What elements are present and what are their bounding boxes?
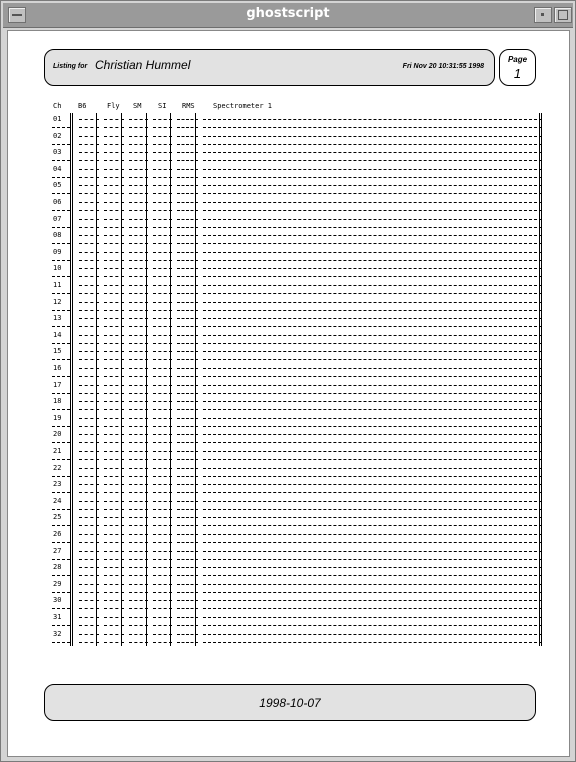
cell-rule [203,276,542,277]
cell-rule [52,476,70,477]
table-row [52,345,547,362]
document-page [7,30,570,757]
cell-rule [203,185,542,186]
channel-number: 04 [53,164,62,173]
cell-rule [52,127,70,128]
table-row [52,179,547,196]
cell-rule [52,193,70,194]
cell-rule [203,492,542,493]
channel-number: 18 [53,397,62,406]
cell-rule [203,293,542,294]
minimize-button[interactable] [534,7,552,23]
channel-number: 08 [53,231,62,240]
channel-number: 28 [53,563,62,572]
column-header-si: SI [158,102,167,110]
cell-rule [52,409,70,410]
channel-number: 21 [53,447,62,455]
table-row [52,279,547,296]
cell-rule [203,144,542,145]
cell-rule [203,368,542,369]
column-header-fly: Fly [107,102,120,110]
cell-rule [52,276,70,277]
cell-rule [203,584,542,585]
table-row [52,545,547,562]
table-row [52,478,547,495]
table-row [52,379,547,396]
cell-rule [203,210,542,211]
cell-rule [52,144,70,145]
cell-rule [203,318,542,319]
cell-rule [52,642,70,643]
column-divider [70,113,71,646]
cell-rule [203,592,542,593]
cell-rule [52,426,70,427]
cell-rule [52,260,70,261]
table-row [52,246,547,263]
cell-rule [203,575,542,576]
cell-rule [203,193,542,194]
table-row [52,196,547,213]
channel-number: 15 [53,347,62,356]
column-divider [539,113,540,646]
cell-rule [203,227,542,228]
cell-rule [203,426,542,427]
cell-rule [203,235,542,236]
channel-number: 19 [53,413,62,422]
cell-rule [203,501,542,502]
cell-rule [203,634,542,635]
cell-rule [52,542,70,543]
cell-rule [52,177,70,178]
channel-number: 17 [53,380,62,389]
cell-rule [203,376,542,377]
cell-rule [203,617,542,618]
cell-rule [203,326,542,327]
column-header-rms: RMS [182,102,195,110]
table-header [52,102,547,112]
cell-rule [203,600,542,601]
channel-number: 03 [53,148,62,157]
cell-rule [203,160,542,161]
cell-rule [203,567,542,568]
cell-rule [203,509,542,510]
cell-rule [52,608,70,609]
cell-rule [203,409,542,410]
cell-rule [203,119,542,120]
listing-datetime: Fri Nov 20 10:31:55 1998 [402,63,484,70]
cell-rule [203,335,542,336]
channel-number: 14 [53,330,62,339]
listing-header [44,49,495,86]
table-row [52,412,547,429]
cell-rule [203,559,542,560]
cell-rule [52,243,70,244]
author-name: Christian Hummel [95,58,191,72]
channel-number: 24 [53,496,62,505]
cell-rule [203,385,542,386]
table-row [52,146,547,163]
table-row [52,594,547,611]
column-divider [170,113,171,646]
cell-rule [203,551,542,552]
channel-number: 32 [53,629,62,638]
table-row [52,113,547,130]
table-row [52,495,547,512]
column-divider [146,113,147,646]
channel-number: 05 [53,181,62,190]
cell-rule [203,260,542,261]
cell-rule [203,351,542,352]
channel-number: 26 [53,530,62,538]
table-row [52,462,547,479]
table-row [52,329,547,346]
footer-box [44,684,536,721]
cell-rule [52,575,70,576]
channel-number: 20 [53,430,62,439]
column-divider [541,113,542,646]
cell-rule [203,285,542,286]
table-row [52,362,547,379]
cell-rule [203,169,542,170]
maximize-button[interactable] [554,7,572,23]
table-row [52,296,547,313]
channel-number: 06 [53,198,62,206]
cell-rule [203,127,542,128]
table-row [52,611,547,628]
cell-rule [203,434,542,435]
cell-rule [203,442,542,443]
column-header-sm: SM [133,102,142,110]
table-row [52,445,547,462]
cell-rule [52,326,70,327]
channel-number: 10 [53,264,62,273]
title-bar[interactable] [3,3,573,28]
cell-rule [52,492,70,493]
cell-rule [203,468,542,469]
table-row [52,312,547,329]
table-row [52,213,547,230]
channel-number: 02 [53,131,62,140]
column-divider [121,113,122,646]
cell-rule [203,476,542,477]
cell-rule [52,459,70,460]
cell-rule [203,525,542,526]
cell-rule [52,376,70,377]
cell-rule [203,608,542,609]
listing-for-label: Listing for [53,63,88,70]
cell-rule [52,310,70,311]
table-row [52,628,547,645]
channel-number: 16 [53,364,62,372]
cell-rule [203,418,542,419]
channel-number: 12 [53,297,62,306]
cell-rule [203,393,542,394]
cell-rule [203,302,542,303]
channel-number: 31 [53,613,62,621]
table-row [52,229,547,246]
cell-rule [203,202,542,203]
cell-rule [52,210,70,211]
channel-number: 01 [53,115,62,123]
cell-rule [203,459,542,460]
cell-rule [52,509,70,510]
cell-rule [203,401,542,402]
cell-rule [203,359,542,360]
window-title: ghostscript [246,6,330,21]
cell-rule [52,293,70,294]
table-row [52,578,547,595]
cell-rule [203,625,542,626]
cell-rule [52,625,70,626]
cell-rule [52,525,70,526]
cell-rule [203,642,542,643]
channel-number: 29 [53,579,62,588]
channel-number: 07 [53,214,62,223]
channel-number: 30 [53,596,62,605]
page-indicator [499,49,536,86]
cell-rule [203,152,542,153]
footer-date: 1998-10-07 [259,696,321,710]
cell-rule [203,252,542,253]
cell-rule [52,359,70,360]
column-divider [195,113,196,646]
channel-number: 23 [53,480,62,489]
column-divider [72,113,73,646]
cell-rule [52,592,70,593]
table-row [52,511,547,528]
channel-number: 09 [53,247,62,256]
cell-rule [52,559,70,560]
cell-rule [52,160,70,161]
cell-rule [203,542,542,543]
channel-number: 11 [53,281,62,289]
cell-rule [203,484,542,485]
table-row [52,428,547,445]
column-header-ch: Ch [53,102,62,110]
channel-number: 22 [53,463,62,472]
cell-rule [203,268,542,269]
channel-number: 13 [53,314,62,323]
table-row [52,262,547,279]
cell-rule [203,177,542,178]
table-row [52,130,547,147]
table-row [52,163,547,180]
column-divider [96,113,97,646]
cell-rule [52,393,70,394]
cell-rule [203,219,542,220]
cell-rule [203,534,542,535]
page-number: 1 [513,66,522,81]
channel-number: 27 [53,546,62,555]
cell-rule [52,343,70,344]
column-header-spectrometer: Spectrometer 1 [213,102,273,110]
channel-number: 25 [53,513,62,522]
cell-rule [52,442,70,443]
table-row [52,528,547,545]
cell-rule [203,343,542,344]
cell-rule [203,517,542,518]
cell-rule [203,310,542,311]
column-header-b6: B6 [78,102,87,110]
table-row [52,561,547,578]
table-row [52,395,547,412]
cell-rule [203,451,542,452]
cell-rule [203,136,542,137]
page-label: Page [507,55,528,64]
cell-rule [203,243,542,244]
cell-rule [52,227,70,228]
